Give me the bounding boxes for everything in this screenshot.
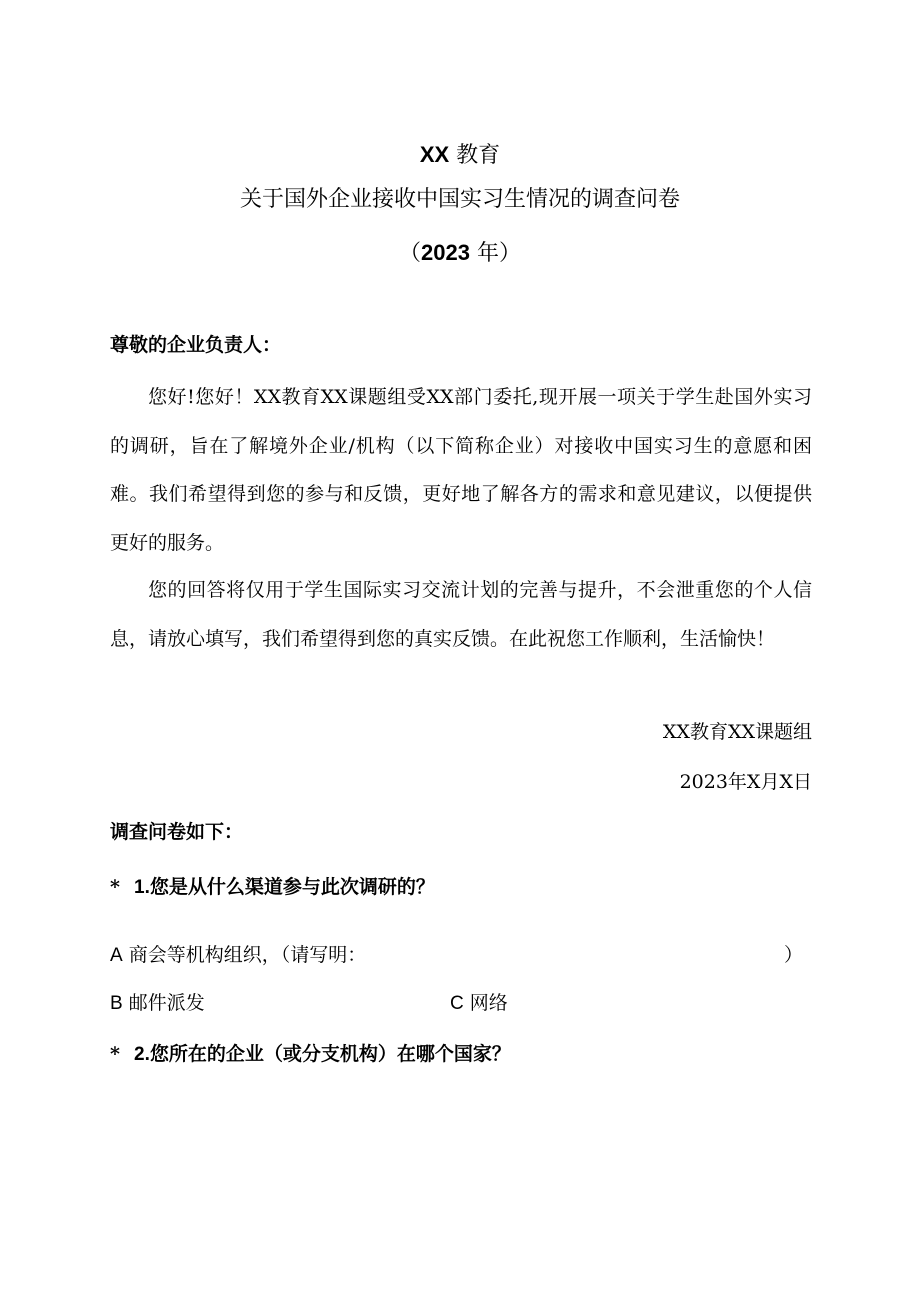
section-title: 调查问卷如下： <box>110 821 244 843</box>
year-open-paren: （ <box>399 241 422 266</box>
org-suffix: 教育 <box>456 143 501 168</box>
year-number: 2023 <box>421 240 470 265</box>
question-text: 您是从什么渠道参与此次调研的？ <box>149 876 435 898</box>
required-star: * <box>110 876 120 898</box>
option-b[interactable] <box>110 989 205 1018</box>
option-text: 网络 <box>469 992 508 1014</box>
question-number: 2. <box>134 1044 150 1065</box>
option-a[interactable] <box>110 941 366 970</box>
required-star: * <box>110 1043 120 1065</box>
intro-paragraph: 您好!您好！XX教育XX课题组受XX部门委托,现开展一项关于学生赴国外实习的调研，旨在了解境外企业/机构（以下简称企业）对接收中国实习生的意愿和困难。我们希望得到您的参与和反馈，更好地了解各方的需求和意见建议，以便提供更好的服务。 <box>110 386 812 554</box>
privacy-paragraph: 您的回答将仅用于学生国际实习交流计划的完善与提升，不会泄重您的个人信息，请放心填写，我们希望得到您的真实反馈。在此祝您工作顺利，生活愉快！ <box>110 579 812 650</box>
org-title <box>0 140 920 171</box>
question-1 <box>110 873 435 902</box>
question-text: 您所在的企业（或分支机构）在哪个国家？ <box>149 1043 511 1065</box>
option-text: 商会等机构组织，（请写明： <box>128 944 367 966</box>
option-a-close-paren: ） <box>784 944 804 966</box>
question-number: 1. <box>134 877 150 898</box>
option-letter: A <box>110 945 123 966</box>
question-2 <box>110 1040 511 1069</box>
survey-title: 关于国外企业接收中国实习生情况的调查问卷 <box>239 187 680 212</box>
signature: XX教育XX课题组 <box>662 721 812 743</box>
letter-date: 2023年X月X日 <box>679 771 812 793</box>
year-suffix: 年） <box>476 241 521 266</box>
option-letter: C <box>450 993 464 1014</box>
survey-year <box>0 238 920 269</box>
option-text: 邮件派发 <box>128 992 205 1014</box>
salutation: 尊敬的企业负责人： <box>110 334 282 356</box>
option-c[interactable] <box>450 989 508 1018</box>
org-name: XX <box>419 142 450 167</box>
option-letter: B <box>110 993 123 1014</box>
